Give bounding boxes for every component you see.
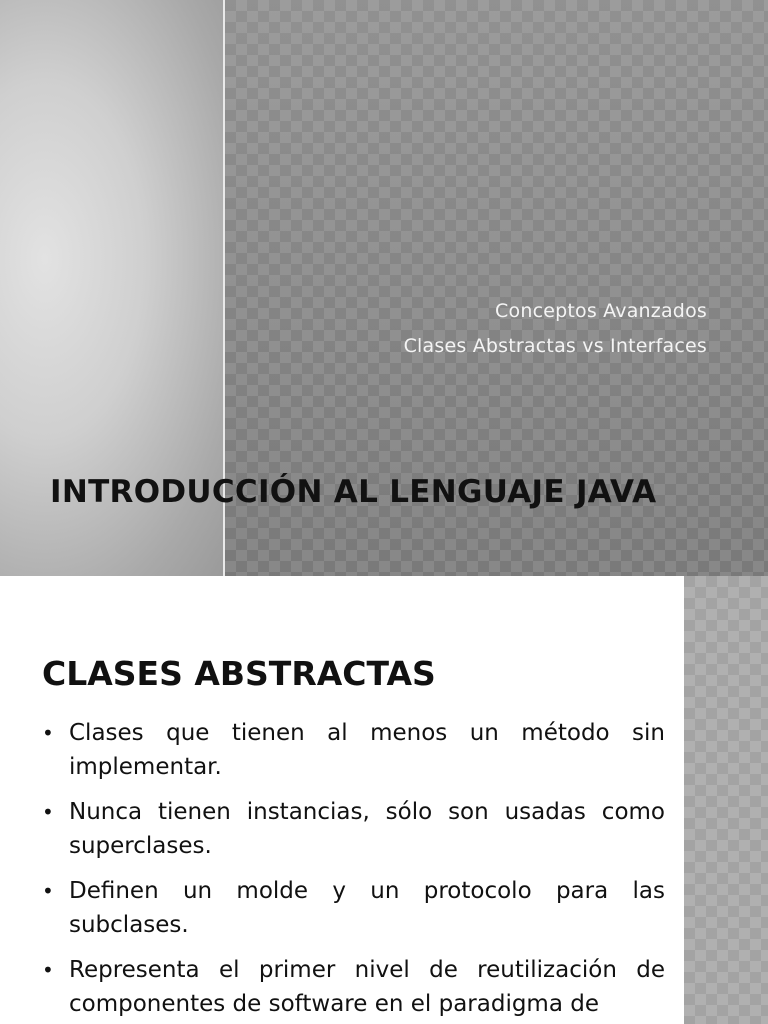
bullet-text: Definen un molde y un protocolo para las subclases. xyxy=(69,878,665,938)
bullet-item xyxy=(42,716,665,784)
bullet-dot-icon: • xyxy=(42,879,54,903)
content-slide-diamond-pattern xyxy=(684,576,768,1024)
bullet-item xyxy=(42,795,665,863)
subtitle-line-1: Conceptos Avanzados xyxy=(495,300,707,322)
content-slide xyxy=(0,576,768,1024)
slide-title: INTRODUCCIÓN AL LENGUAJE JAVA xyxy=(50,474,657,510)
bullet-dot-icon: • xyxy=(42,958,54,982)
bullet-text: Clases que tienen al menos un método sin implementar. xyxy=(69,720,665,780)
bullet-list xyxy=(42,716,665,1024)
content-title: CLASES ABSTRACTAS xyxy=(42,654,436,693)
bullet-dot-icon: • xyxy=(42,721,54,745)
bullet-text: Nunca tienen instancias, sólo son usadas como superclases. xyxy=(69,799,665,859)
bullet-text: Representa el primer nivel de reutilización de componentes de software en el paradigma de xyxy=(69,957,665,1017)
bullet-dot-icon: • xyxy=(42,800,54,824)
subtitle-line-2: Clases Abstractas vs Interfaces xyxy=(403,335,707,357)
bullet-item xyxy=(42,953,665,1021)
bullet-item xyxy=(42,874,665,942)
